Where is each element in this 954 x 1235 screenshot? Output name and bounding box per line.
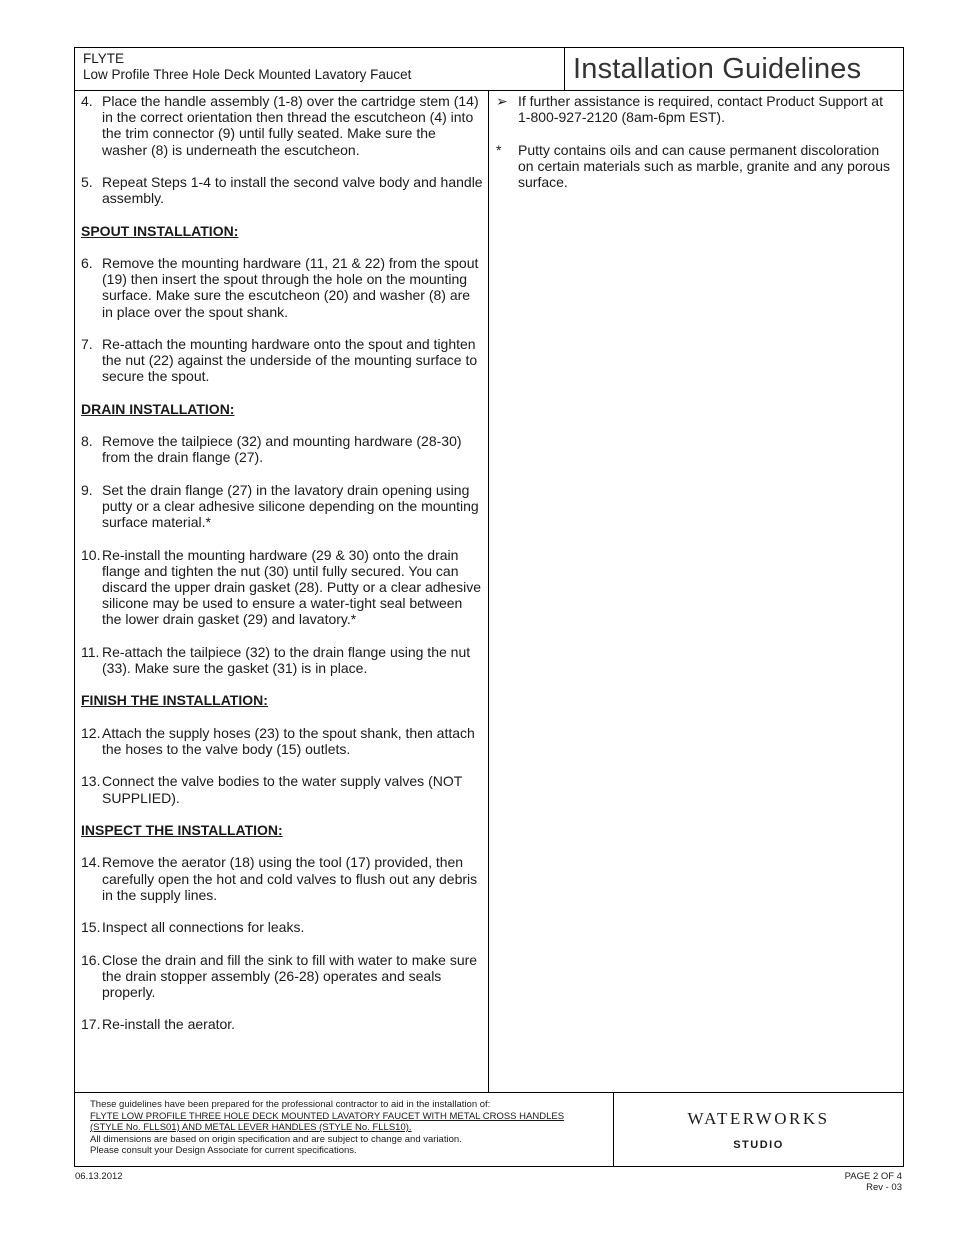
step-11: 11. Re-attach the tailpiece (32) to the drain flange using the nut (33). Make sure the gasket (31) is in place. — [81, 643, 471, 676]
step-16: 16. Close the drain and fill the sink to fill with water to make sure the drain stopper assembly (26-28) operates and seals properly. — [81, 951, 478, 1000]
document-date: 06.13.2012 — [75, 1171, 123, 1182]
note-support: ➢ If further assistance is required, contact Product Support at 1-800-927-2120 (8am-6pm EST). — [496, 93, 883, 126]
step-14: 14. Remove the aerator (18) using the tool (17) provided, then carefully open the hot and cold valves to flush out any debris in the supply lines. — [81, 854, 478, 903]
step-9: 9. Set the drain flange (27) in the lavatory drain opening using putty or a clear adhesive silicone depending on the mounting surface material.* — [81, 481, 479, 531]
footer-disclaimer — [75, 1093, 614, 1167]
page-number: PAGE 2 OF 4 — [844, 1171, 902, 1182]
step-12: 12. Attach the supply hoses (23) to the spout shank, then attach the hoses to the valve body (15) outlets. — [81, 724, 475, 757]
revision: Rev - 03 — [866, 1182, 902, 1193]
step-13: 13. Connect the valve bodies to the water supply valves (NOT SUPPLIED). — [81, 773, 463, 806]
step-8: 8. Remove the tailpiece (32) and mounting hardware (28-30) from the drain flange (27). — [81, 433, 462, 466]
footer-line-4: All dimensions are based on origin specification and are subject to change and variation. — [90, 1133, 462, 1145]
brand-line: FLYTE — [83, 51, 125, 66]
note-putty: * Putty contains oils and can cause permanent discoloration on certain materials such as marble, granite and any porous surface. — [496, 141, 890, 190]
step-17: 17. Re-install the aerator. — [81, 1016, 236, 1033]
footer-line-3: (STYLE No. FLLS01) AND METAL LEVER HANDLES (STYLE No. FLLS10). — [90, 1122, 412, 1133]
footer-line-2: FLYTE LOW PROFILE THREE HOLE DECK MOUNTED LAVATORY FAUCET WITH METAL CROSS HANDLES — [90, 1110, 565, 1122]
heading-finish-installation: FINISH THE INSTALLATION: — [81, 692, 268, 709]
heading-drain-installation: DRAIN INSTALLATION: — [81, 400, 235, 417]
brand-subtitle: STUDIO — [733, 1139, 784, 1151]
instructions-column — [81, 93, 483, 1049]
brand-name: WATERWORKS — [687, 1109, 830, 1128]
notes-column — [496, 93, 896, 206]
page-footer — [75, 1092, 903, 1167]
column-divider — [488, 90, 489, 1092]
step-6: 6. Remove the mounting hardware (11, 21 & 22) from the spout (19) then insert the spout through the hole on the mounting surface. Make sure the escutcheon (20) and washer (8) are in place over the spout shank. — [81, 254, 479, 320]
step-15: 15. Inspect all connections for leaks. — [81, 919, 305, 936]
footer-line-1: These guidelines have been prepared for the professional contractor to aid in the installation of: — [90, 1099, 491, 1110]
step-10: 10. Re-install the mounting hardware (29 & 30) onto the drain flange and tighten the nut (30) until fully secured. You can discard the upper drain gasket (28). Putty or a clear adhesive silicone may be used to ensure a water-tight seal between the lower drain gasket (29) and lavatory.* — [81, 546, 481, 628]
arrow-bullet-icon: ➢ — [496, 93, 508, 109]
heading-inspect-installation: INSPECT THE INSTALLATION: — [81, 821, 283, 838]
header-title-box — [565, 48, 903, 90]
footer-line-5: Please consult your Design Associate for current specifications. — [90, 1145, 357, 1156]
product-line: Low Profile Three Hole Deck Mounted Lavatory Faucet — [83, 67, 412, 82]
page-info — [760, 1171, 902, 1193]
guidelines-sheet — [74, 47, 904, 1167]
page-title: Installation Guidelines — [573, 52, 862, 85]
asterisk-mark: * — [496, 141, 502, 158]
page-header — [75, 48, 903, 91]
header-product-info — [75, 48, 565, 90]
step-5: 5. Repeat Steps 1-4 to install the second valve body and handle assembly. — [81, 174, 483, 207]
step-7: 7. Re-attach the mounting hardware onto the spout and tighten the nut (22) against the underside of the mounting surface to secure the spout. — [81, 335, 478, 385]
brand-logo — [614, 1093, 903, 1167]
heading-spout-installation: SPOUT INSTALLATION: — [81, 222, 239, 239]
step-4: 4. Place the handle assembly (1-8) over the cartridge stem (14) in the correct orientation then thread the escutcheon (4) into the trim connector (9) until fully seated. Make sure the washer (8) is underneath the escutcheon. — [81, 93, 479, 158]
